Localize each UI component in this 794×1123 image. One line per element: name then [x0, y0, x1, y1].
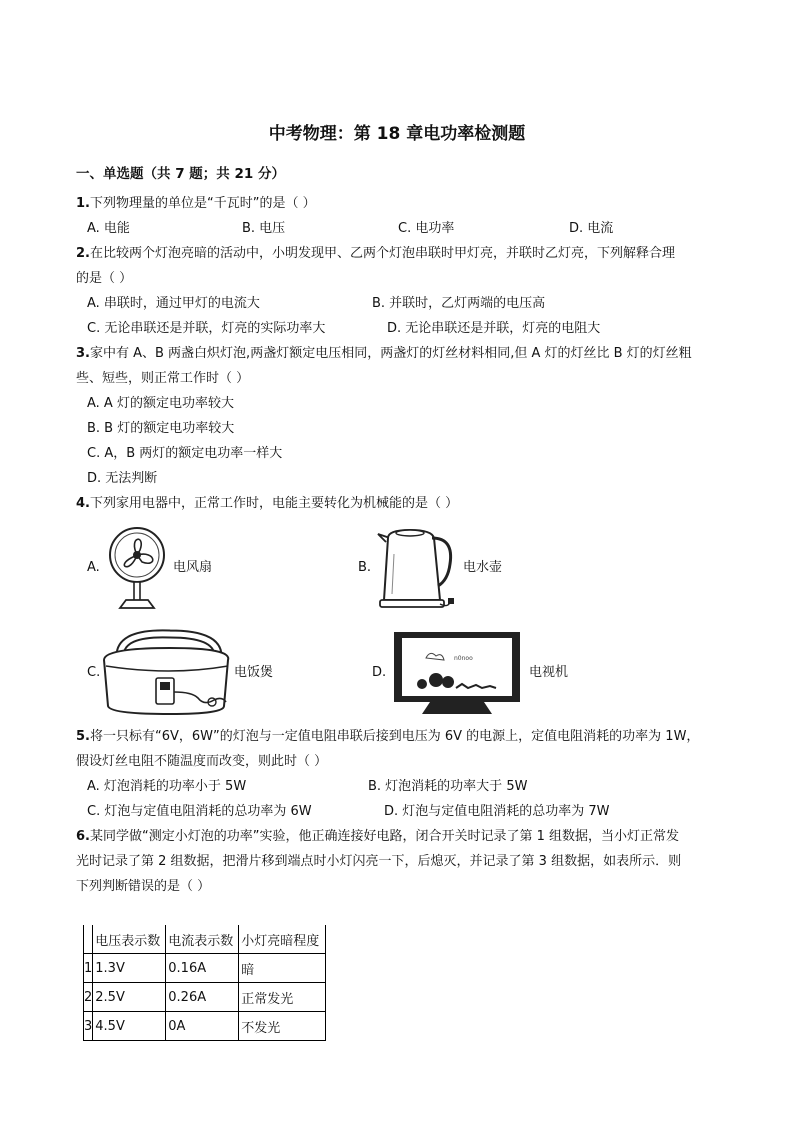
q4-option-d-letter[interactable]: D.: [372, 665, 387, 680]
table-cell: 4.5V: [93, 1012, 166, 1041]
question-1: [76, 191, 316, 216]
q3-option-d[interactable]: D. 无法判断: [87, 471, 158, 486]
table-header-cell: 电流表示数: [166, 925, 239, 954]
table-cell: 2.5V: [93, 983, 166, 1012]
q1-option-b[interactable]: B. 电压: [242, 221, 286, 236]
table-cell: 0A: [166, 1012, 239, 1041]
q5-option-d[interactable]: D. 灯泡与定值电阻消耗的总功率为 7W: [384, 804, 610, 819]
rice-cooker-icon: [100, 626, 234, 720]
electric-fan-image[interactable]: [106, 524, 168, 610]
question-2-line2: 的是（ ）: [76, 271, 133, 286]
table-row: [84, 1012, 326, 1041]
table-header-cell: 电压表示数: [93, 925, 166, 954]
question-number: 6.: [76, 829, 90, 844]
fan-icon: [106, 524, 168, 610]
question-4: [76, 491, 458, 516]
table-cell: 3: [84, 1012, 93, 1041]
question-number: 4.: [76, 496, 90, 511]
q2-option-a[interactable]: A. 串联时，通过甲灯的电流大: [87, 296, 260, 311]
q4-option-c-letter[interactable]: C.: [87, 665, 101, 680]
table-header-cell: 小灯亮暗程度: [239, 925, 326, 954]
question-text: 家中有 A、B 两盏白炽灯泡,两盏灯额定电压相同，两盏灯的灯丝材料相同,但 A 灯的灯丝比 B 灯的灯丝粗: [89, 346, 692, 361]
q3-option-c[interactable]: C. A，B 两灯的额定电功率一样大: [87, 446, 283, 461]
question-text: 将一只标有“6V，6W”的灯泡与一定值电阻串联后接到电压为 6V 的电源上，定值电阻消耗的功率为 1W，: [89, 729, 700, 744]
q1-option-a[interactable]: A. 电能: [87, 221, 130, 236]
table-cell: 0.16A: [166, 954, 239, 983]
television-icon: [392, 630, 522, 716]
q1-option-c[interactable]: C. 电功率: [398, 221, 455, 236]
table-header-row: [84, 925, 326, 954]
question-text: 在比较两个灯泡亮暗的活动中，小明发现甲、乙两个灯泡串联时甲灯亮，并联时乙灯亮，下列解释合理: [89, 246, 675, 261]
q3-option-b[interactable]: B. B 灯的额定电功率较大: [87, 421, 235, 436]
q4-option-b-label: 电水壶: [463, 560, 503, 575]
question-text: 下列家用电器中，正常工作时，电能主要转化为机械能的是（ ）: [89, 496, 459, 511]
question-text: 下列物理量的单位是“千瓦时”的是（ ）: [89, 196, 316, 211]
table-cell: 1: [84, 954, 93, 983]
q4-option-b-letter[interactable]: B.: [358, 560, 372, 575]
table-row: [84, 983, 326, 1012]
table-cell: 暗: [239, 954, 326, 983]
question-number: 1.: [76, 196, 90, 211]
q5-option-b[interactable]: B. 灯泡消耗的功率大于 5W: [368, 779, 528, 794]
kettle-icon: [374, 524, 458, 610]
q3-option-a[interactable]: A. A 灯的额定电功率较大: [87, 396, 234, 411]
q4-option-c-label: 电饭煲: [234, 665, 274, 680]
svg-text:n0noo: n0noo: [454, 655, 473, 662]
q2-option-b[interactable]: B. 并联时，乙灯两端的电压高: [372, 296, 546, 311]
table-cell: 0.26A: [166, 983, 239, 1012]
question-number: 5.: [76, 729, 90, 744]
q5-option-c[interactable]: C. 灯泡与定值电阻消耗的总功率为 6W: [87, 804, 312, 819]
question-text: 某同学做“测定小灯泡的功率”实验，他正确连接好电路，闭合开关时记录了第 1 组数据，当小灯正常发: [89, 829, 679, 844]
table-row: [84, 954, 326, 983]
question-number: 3.: [76, 346, 90, 361]
rice-cooker-image[interactable]: [100, 626, 234, 720]
q4-option-a-letter[interactable]: A.: [87, 560, 100, 575]
question-number: 2.: [76, 246, 90, 261]
q4-option-a-label: 电风扇: [173, 560, 213, 575]
q2-option-d[interactable]: D. 无论串联还是并联，灯亮的电阻大: [387, 321, 601, 336]
question-6-line3: 下列判断错误的是（ ）: [76, 879, 211, 894]
table-cell: 1.3V: [93, 954, 166, 983]
question-5-line2: 假设灯丝电阻不随温度而改变，则此时（ ）: [76, 754, 328, 769]
television-image[interactable]: [392, 630, 522, 716]
table-cell: 2: [84, 983, 93, 1012]
q1-option-d[interactable]: D. 电流: [569, 221, 614, 236]
table-header-cell: [84, 925, 93, 954]
table-cell: 正常发光: [239, 983, 326, 1012]
question-3-line2: 些、短些，则正常工作时（ ）: [76, 371, 250, 386]
data-table: [83, 925, 326, 1041]
q4-option-d-label: 电视机: [529, 665, 569, 680]
question-5: [76, 724, 699, 749]
page-title: 中考物理：第 18 章电功率检测题: [268, 124, 526, 144]
question-2: [76, 241, 675, 266]
section-heading: 一、单选题（共 7 题；共 21 分）: [76, 166, 285, 182]
electric-kettle-image[interactable]: [374, 524, 458, 610]
question-6: [76, 824, 679, 849]
question-3: [76, 341, 692, 366]
question-6-line2: 光时记录了第 2 组数据，把滑片移到端点时小灯闪亮一下，后熄灭，并记录了第 3 组数据，如表所示．则: [76, 854, 682, 869]
table-cell: 不发光: [239, 1012, 326, 1041]
q2-option-c[interactable]: C. 无论串联还是并联，灯亮的实际功率大: [87, 321, 326, 336]
q5-option-a[interactable]: A. 灯泡消耗的功率小于 5W: [87, 779, 247, 794]
